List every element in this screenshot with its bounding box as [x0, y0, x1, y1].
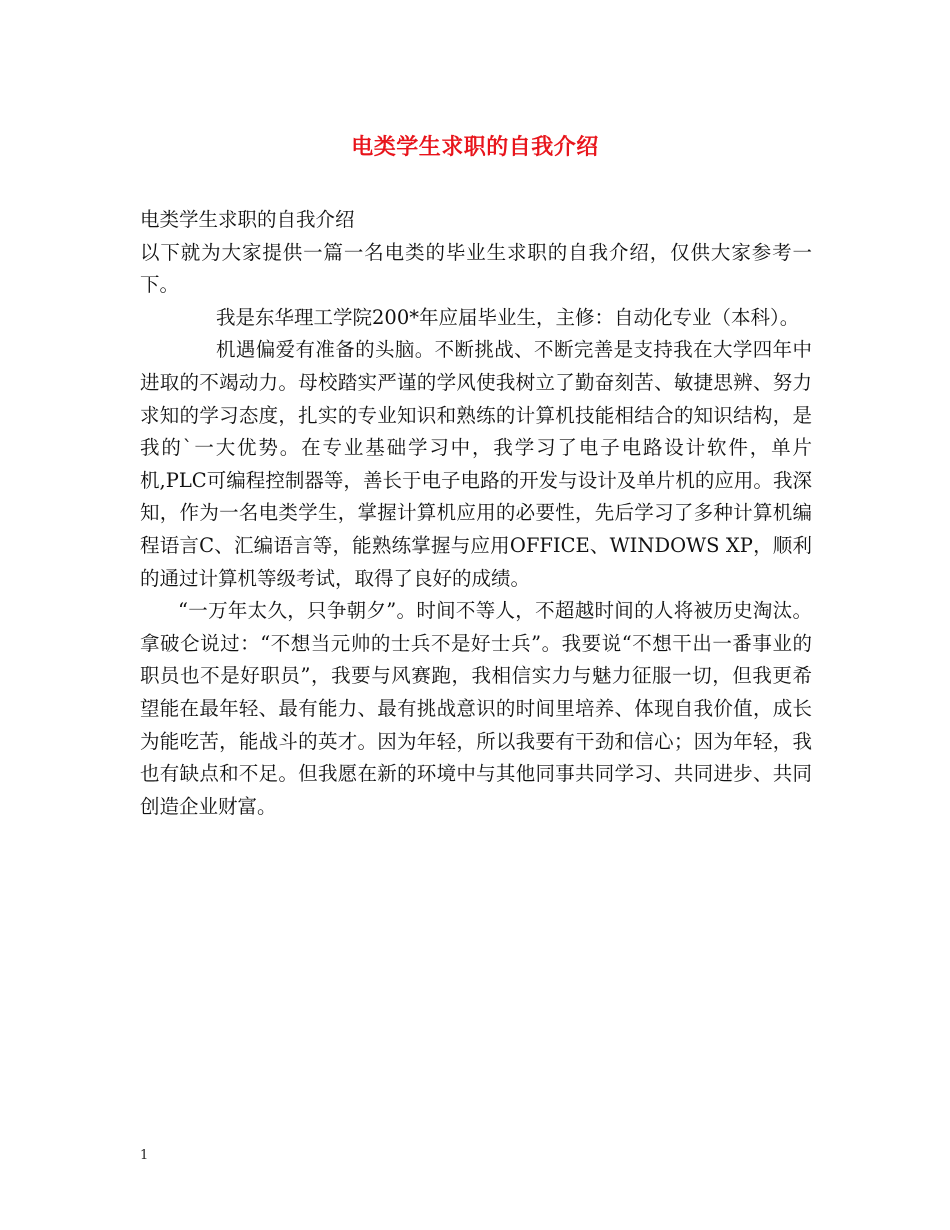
document-title: 电类学生求职的自我介绍 — [351, 134, 599, 160]
paragraph-education: 我是东华理工学院200*年应届毕业生，主修：自动化专业（本科）。 — [216, 305, 800, 329]
paragraph-skills: 机遇偏爱有准备的头脑。不断挑战、不断完善是支持我在大学四年中进取的不竭动力。母校踏实严谨的学风使我树立了勤奋刻苦、敏捷思辨、努力求知的学习态度，扎实的专业知识和熟练的计算机技能相结合的知识结构，是我的`一大优势。在专业基础学习中，我学习了电子电路设计软件，单片机,PLC可编程控制器等，善长于电子电路的开发与设计及单片机的应用。我深知，作为一名电类学生，掌握计算机应用的必要性，先后学习了多种计算机编程语言C、汇编语言等，能熟练掌握与应用OFFICE、WINDOWS XP，顺利的通过计算机等级考试，取得了良好的成绩。 — [140, 338, 812, 590]
page-number: 1 — [140, 1148, 149, 1163]
paragraph-intro: 以下就为大家提供一篇一名电类的毕业生求职的自我介绍，仅供大家参考一下。 — [140, 240, 812, 297]
paragraph-heading: 电类学生求职的自我介绍 — [140, 208, 355, 231]
document-body — [140, 204, 812, 823]
paragraph-aspiration: “一万年太久，只争朝夕”。时间不等人，不超越时间的人将被历史淘汰。拿破仑说过：“不想当元帅的士兵不是好士兵”。我要说“不想干出一番事业的职员也不是好职员”，我要与风赛跑，我相信实力与魅力征服一切，但我更希望能在最年轻、最有能力、最有挑战意识的时间里培养、体现自我价值，成长为能吃苦，能战斗的英才。因为年轻，所以我要有干劲和信心；因为年轻，我也有缺点和不足。但我愿在新的环境中与其他同事共同学习、共同进步、共同创造企业财富。 — [140, 599, 812, 818]
